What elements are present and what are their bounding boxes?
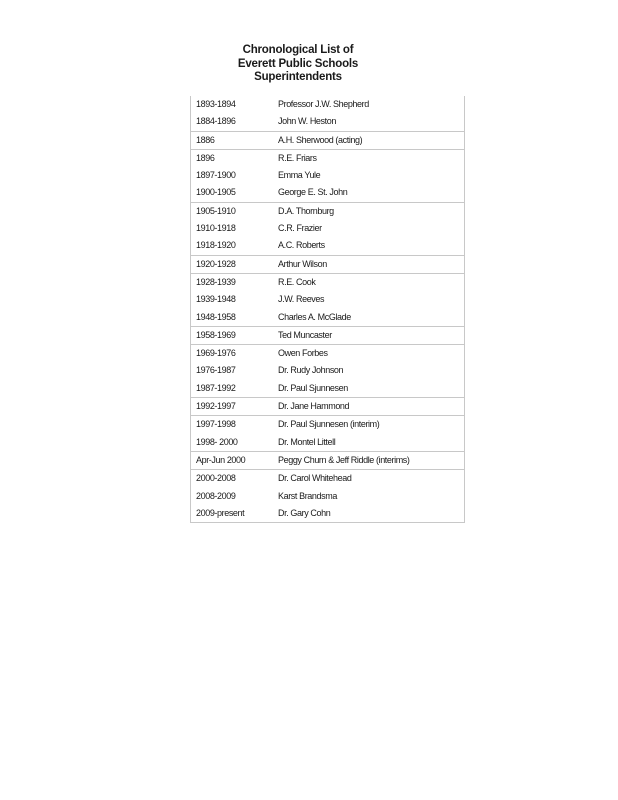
superintendent-name-cell: Dr. Carol Whitehead: [278, 473, 352, 484]
table-row: [191, 291, 464, 308]
table-row-group: [191, 149, 464, 202]
term-years-cell: 2000-2008: [196, 473, 236, 484]
table-row-group: [191, 255, 464, 273]
table-row: [191, 256, 464, 273]
superintendent-name-cell: Professor J.W. Shepherd: [278, 99, 369, 109]
term-years-cell: 1998- 2000: [196, 436, 238, 447]
term-years-cell: 1992-1997: [196, 401, 236, 412]
superintendent-name-cell: Dr. Rudy Johnson: [278, 365, 344, 376]
term-years-cell: 1948-1958: [196, 311, 236, 322]
term-years-cell: Apr-Jun 2000: [196, 454, 246, 465]
term-years-cell: 2008-2009: [196, 490, 236, 501]
term-years-cell: 1900-1905: [196, 187, 236, 198]
term-years-cell: 1928-1939: [196, 276, 236, 287]
superintendent-name-cell: Dr. Gary Cohn: [278, 507, 331, 518]
table-row: [191, 96, 464, 113]
table-row: [191, 327, 464, 344]
table-row: [191, 184, 464, 201]
table-row: [191, 345, 464, 362]
superintendent-name-cell: Dr. Montel Littell: [278, 436, 336, 447]
superintendent-name-cell: R.E. Cook: [278, 276, 316, 287]
title-line-2: Everett Public Schools: [237, 57, 359, 70]
superintendent-name-cell: Ted Muncaster: [278, 329, 332, 340]
table-row: [191, 470, 464, 487]
table-row: [191, 203, 464, 220]
table-row: [191, 505, 464, 522]
term-years-cell: 1920-1928: [196, 258, 236, 269]
superintendent-name-cell: A.H. Sherwood (acting): [278, 134, 363, 145]
superintendent-name-cell: C.R. Frazier: [278, 223, 322, 234]
term-years-cell: 1884-1896: [196, 116, 236, 127]
superintendent-name-cell: Arthur Wilson: [278, 258, 327, 269]
table-row: [191, 220, 464, 237]
title-line-3: Superintendents: [254, 71, 342, 83]
table-row: [191, 452, 464, 469]
term-years-cell: 1893-1894: [196, 99, 236, 109]
table-row: [191, 132, 464, 149]
term-years-cell: 1987-1992: [196, 382, 236, 393]
table-row: [191, 167, 464, 184]
superintendent-name-cell: D.A. Thornburg: [278, 205, 334, 216]
superintendent-name-cell: Owen Forbes: [278, 348, 328, 359]
superintendent-name-cell: J.W. Reeves: [278, 294, 325, 305]
table-row: [191, 434, 464, 451]
superintendent-name-cell: George E. St. John: [278, 187, 348, 198]
table-row-group: [191, 202, 464, 255]
term-years-cell: 1897-1900: [196, 170, 236, 181]
superintendent-name-cell: Dr. Jane Hammond: [278, 401, 350, 412]
table-row: [191, 237, 464, 254]
table-row-group: [191, 397, 464, 415]
title-line-1: Chronological List of: [242, 44, 354, 56]
table-row: [191, 150, 464, 167]
table-row-group: [191, 273, 464, 326]
superintendents-table: [190, 96, 465, 523]
superintendent-name-cell: Dr. Paul Sjunnesen (interim): [278, 419, 380, 430]
document-title: [220, 44, 376, 85]
table-row: [191, 274, 464, 291]
table-row-group: [191, 131, 464, 149]
term-years-cell: 1886: [196, 134, 215, 145]
table-row: [191, 416, 464, 433]
table-row: [191, 309, 464, 326]
superintendent-name-cell: R.E. Friars: [278, 152, 317, 163]
table-row-group: [191, 469, 464, 522]
term-years-cell: 2009-present: [196, 507, 245, 518]
term-years-cell: 1969-1976: [196, 348, 236, 359]
table-row: [191, 488, 464, 505]
term-years-cell: 1896: [196, 152, 215, 163]
term-years-cell: 1976-1987: [196, 365, 236, 376]
table-row-group: [191, 326, 464, 344]
superintendent-name-cell: John W. Heston: [278, 116, 336, 127]
table-row-group: [191, 415, 464, 451]
superintendent-name-cell: Dr. Paul Sjunnesen: [278, 382, 348, 393]
term-years-cell: 1918-1920: [196, 240, 236, 251]
table-row-group: [191, 96, 464, 131]
term-years-cell: 1997-1998: [196, 419, 236, 430]
term-years-cell: 1905-1910: [196, 205, 236, 216]
term-years-cell: 1939-1948: [196, 294, 236, 305]
term-years-cell: 1958-1969: [196, 329, 236, 340]
table-row: [191, 362, 464, 379]
superintendent-name-cell: Karst Brandsma: [278, 490, 337, 501]
superintendent-name-cell: Emma Yule: [278, 170, 321, 181]
superintendent-name-cell: Charles A. McGlade: [278, 311, 351, 322]
table-row: [191, 113, 464, 130]
table-row-group: [191, 451, 464, 469]
table-row: [191, 380, 464, 397]
table-row: [191, 398, 464, 415]
superintendent-name-cell: A.C. Roberts: [278, 240, 325, 251]
superintendent-name-cell: Peggy Churn & Jeff Riddle (interims): [278, 454, 410, 465]
term-years-cell: 1910-1918: [196, 223, 236, 234]
table-row-group: [191, 344, 464, 397]
